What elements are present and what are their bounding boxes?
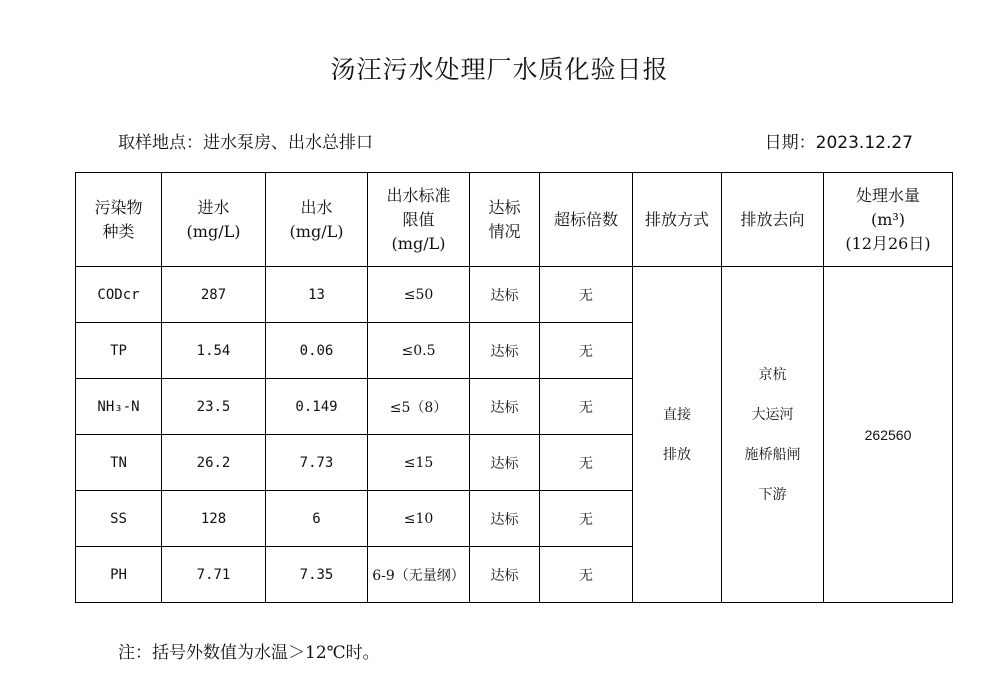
influent-cell: 7.71 [162, 547, 266, 603]
header-limit: 出水标准 限值 (mg/L) [368, 173, 470, 267]
exceed-cell: 无 [540, 323, 633, 379]
header-treated-volume: 处理水量 (m³) (12月26日) [824, 173, 953, 267]
treated-volume-cell: 262560 [824, 267, 953, 603]
influent-cell: 128 [162, 491, 266, 547]
effluent-cell: 0.06 [266, 323, 368, 379]
pollutant-cell: PH [76, 547, 162, 603]
influent-cell: 26.2 [162, 435, 266, 491]
pollutant-cell: TN [76, 435, 162, 491]
status-cell: 达标 [470, 267, 540, 323]
header-discharge-method: 排放方式 [633, 173, 722, 267]
pollutant-cell: TP [76, 323, 162, 379]
discharge-destination-cell: 京杭 大运河 施桥船闸 下游 [722, 267, 824, 603]
exceed-cell: 无 [540, 267, 633, 323]
status-cell: 达标 [470, 323, 540, 379]
limit-cell: 6-9（无量纲） [368, 547, 470, 603]
effluent-cell: 6 [266, 491, 368, 547]
influent-cell: 287 [162, 267, 266, 323]
status-cell: 达标 [470, 491, 540, 547]
header-effluent: 出水 (mg/L) [266, 173, 368, 267]
water-quality-table [75, 172, 953, 603]
discharge-method-cell: 直接 排放 [633, 267, 722, 603]
header-discharge-destination: 排放去向 [722, 173, 824, 267]
influent-cell: 23.5 [162, 379, 266, 435]
header-row [76, 173, 953, 267]
header-status: 达标 情况 [470, 173, 540, 267]
footnote: 注：括号外数值为水温＞12℃时。 [118, 643, 380, 663]
table-row [76, 267, 953, 323]
exceed-cell: 无 [540, 435, 633, 491]
effluent-cell: 13 [266, 267, 368, 323]
header-pollutant: 污染物 种类 [76, 173, 162, 267]
report-date: 日期：2023.12.27 [764, 133, 913, 153]
exceed-cell: 无 [540, 547, 633, 603]
pollutant-cell: CODcr [76, 267, 162, 323]
report-title: 汤汪污水处理厂水质化验日报 [330, 55, 669, 84]
header-influent: 进水 (mg/L) [162, 173, 266, 267]
influent-cell: 1.54 [162, 323, 266, 379]
exceed-cell: 无 [540, 379, 633, 435]
effluent-cell: 7.35 [266, 547, 368, 603]
limit-cell: ≤5（8） [368, 379, 470, 435]
limit-cell: ≤50 [368, 267, 470, 323]
limit-cell: ≤15 [368, 435, 470, 491]
exceed-cell: 无 [540, 491, 633, 547]
status-cell: 达标 [470, 547, 540, 603]
limit-cell: ≤10 [368, 491, 470, 547]
pollutant-cell: SS [76, 491, 162, 547]
status-cell: 达标 [470, 435, 540, 491]
limit-cell: ≤0.5 [368, 323, 470, 379]
header-exceed: 超标倍数 [540, 173, 633, 267]
effluent-cell: 0.149 [266, 379, 368, 435]
effluent-cell: 7.73 [266, 435, 368, 491]
pollutant-cell: NH₃-N [76, 379, 162, 435]
sampling-location: 取样地点：进水泵房、出水总排口 [118, 133, 373, 153]
status-cell: 达标 [470, 379, 540, 435]
